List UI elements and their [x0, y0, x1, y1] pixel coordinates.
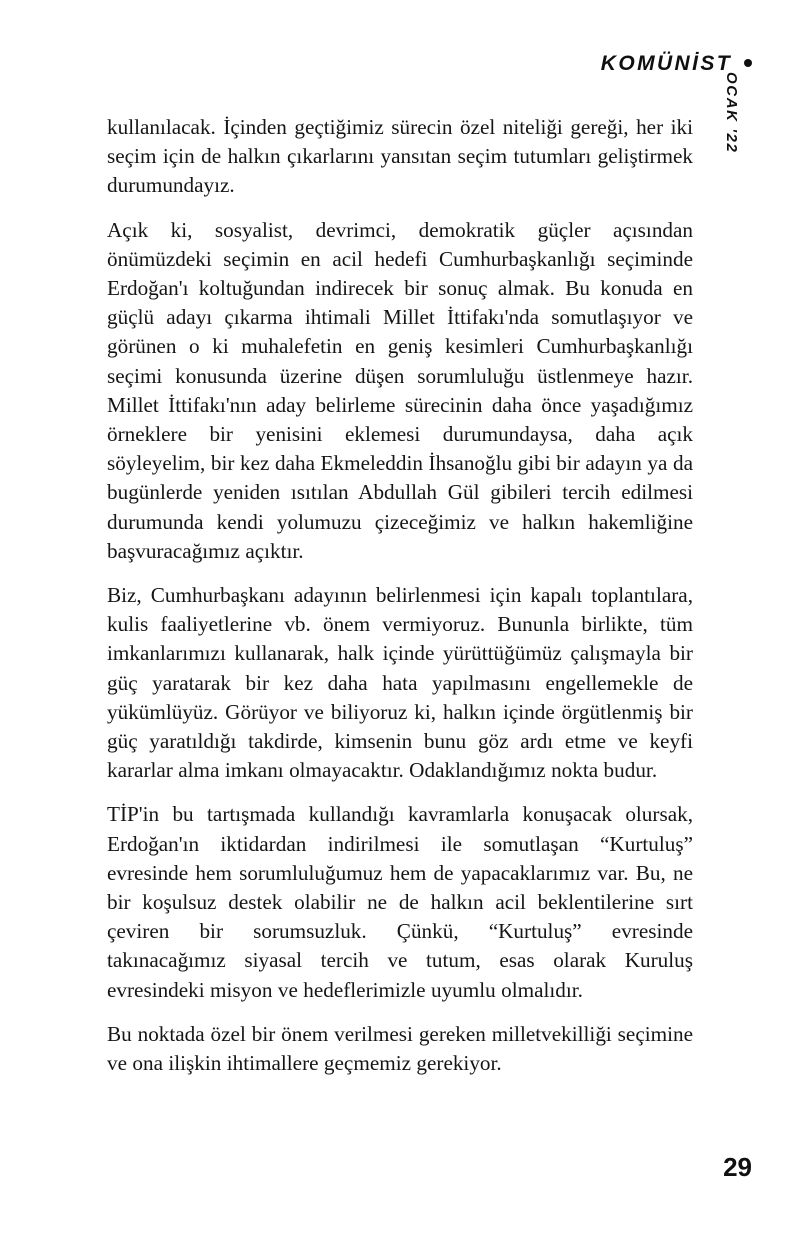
journal-title: KOMÜNİST — [600, 52, 732, 75]
issue-date-label: OCAK '22 — [723, 72, 740, 154]
body-text-column — [107, 113, 693, 1078]
paragraph: TİP'in bu tartışmada kullandığı kavramlarla konuşacak olursak, Erdoğan'ın iktidardan indirilmesi ile somutlaşan “Kurtuluş” evresinde hem sorumluluğumuz hem de yapacaklarımız var. Bu, ne bir koşulsuz destek olabilir ne de halkın acil beklentilerine sırt çeviren bir sorumsuzluk. Çünkü, “Kurtuluş” evresinde takınacağımız siyasal tercih ve tutum, esas olarak Kuruluş evresindeki misyon ve hedeflerimizle uyumlu olmalıdır. — [107, 802, 693, 1002]
paragraph: Biz, Cumhurbaşkanı adayının belirlenmesi için kapalı toplantılara, kulis faaliyetlerine vb. önem vermiyoruz. Bununla birlikte, tüm imkanlarımızı kullanarak, halk içinde yürüttüğümüz çalışmayla bir güç yaratarak bir kez daha hata yapılmasını engellemekle de yükümlüyüz. Görüyor ve biliyoruz ki, halkın içinde örgütlenmiş bir güç yaratıldığı takdirde, kimsenin bunu göz ardı etme ve keyfi kararlar alma imkanı olmayacaktır. Odaklandığımız nokta budur. — [107, 583, 693, 783]
page-number: 29 — [723, 1152, 752, 1182]
running-head — [0, 52, 752, 76]
paragraph: Bu noktada özel bir önem verilmesi gereken milletvekilliği seçimine ve ona ilişkin ihtimallere geçmemiz gerekiyor. — [107, 1021, 693, 1076]
paragraph: kullanılacak. İçinden geçtiğimiz sürecin özel niteliği gereği, her iki seçim için de halkın çıkarlarını yansıtan seçim tutumları geliştirmek durumundayız. — [107, 115, 693, 198]
paragraph: Açık ki, sosyalist, devrimci, demokratik güçler açısından önümüzdeki seçimin en acil hedefi Cumhurbaşkanlığı seçiminde Erdoğan'ı koltuğundan indirecek bir sonuç almak. Bu konuda en güçlü adayı çıkarma ihtimali Millet İttifakı'nda somutlaşıyor ve görünen o ki muhalefetin en geniş kesimleri Cumhurbaşkanlığı seçimi konusunda üzerine düşen sorumluluğu üstlenmeye hazır. Millet İttifakı'nın aday belirleme sürecinin daha önce yaşadığımız örneklere bir yenisini eklemesi durumundaysa, daha açık söyleyelim, bir kez daha Ekmeleddin İhsanoğlu gibi bir adayın ya da bugünlerde yeniden ısıtılan Abdullah Gül gibileri tercih edilmesi durumunda kendi yolumuzu çizeceğimiz ve halkın hakemliğine başvuracağımız açıktır. — [107, 217, 693, 563]
bullet-dot-icon — [744, 59, 752, 67]
